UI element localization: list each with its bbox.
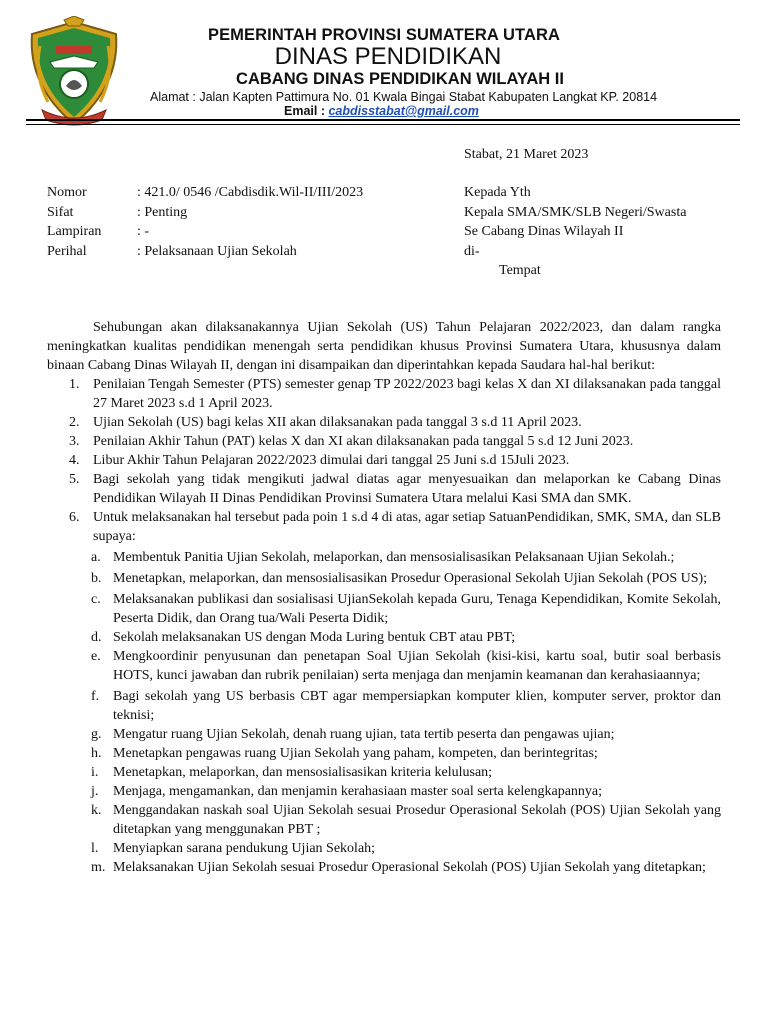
sub-list-letter: a.	[91, 550, 101, 565]
letter-body	[47, 318, 721, 877]
sub-list-item	[47, 858, 721, 877]
list-number: 1.	[69, 377, 80, 392]
sub-instruction-list	[47, 548, 721, 877]
list-number: 6.	[69, 510, 80, 525]
meta-label-perihal: Perihal	[47, 244, 87, 259]
sub-list-item	[47, 839, 721, 858]
list-text: Libur Akhir Tahun Pelajaran 2022/2023 dimulai dari tanggal 25 Juni s.d 15Juli 2023.	[93, 453, 570, 468]
letter-date: Stabat, 21 Maret 2023	[464, 147, 589, 162]
intro-paragraph: Sehubungan akan dilaksanakannya Ujian Sekolah (US) Tahun Pelajaran 2022/2023, dan dalam rangka meningkatkan kualitas pendidikan menengah serta pendidikan khusus Provinsi Sumatera Utara, khususnya dalam binaan Cabang Dinas Wilayah II, dengan ini disampaikan dan diperintahkan kepada Saudara hal-hal berikut:	[47, 320, 721, 373]
sub-list-item	[47, 548, 721, 567]
meta-label-sifat: Sifat	[47, 205, 74, 220]
sub-list-letter: m.	[91, 860, 106, 875]
list-number: 3.	[69, 434, 80, 449]
sub-list-text: Menetapkan, melaporkan, dan mensosialisasikan kriteria kelulusan;	[113, 765, 493, 780]
letterhead-government-title: PEMERINTAH PROVINSI SUMATERA UTARA	[207, 26, 561, 44]
list-number: 2.	[69, 415, 80, 430]
sub-list-letter: e.	[91, 649, 101, 664]
meta-label-lampiran: Lampiran	[47, 224, 102, 239]
sub-list-letter: c.	[91, 592, 101, 607]
sub-list-item	[47, 801, 721, 839]
sub-list-letter: j.	[91, 784, 99, 799]
sub-list-item	[47, 782, 721, 801]
sub-list-item	[47, 647, 721, 685]
sub-list-letter: g.	[91, 727, 102, 742]
list-text: Untuk melaksanakan hal tersebut pada poin 1 s.d 4 di atas, agar setiap SatuanPendidikan, SMK, SMA, dan SLB supaya:	[93, 510, 721, 544]
sub-list-text: Melaksanakan publikasi dan sosialisasi UjianSekolah kepada Guru, Tenaga Kependidikan, Komite Sekolah, Peserta Didik, dan Orang tua/Wali Peserta Didik;	[113, 592, 721, 626]
recipient-line-3: Se Cabang Dinas Wilayah II	[464, 224, 624, 239]
recipient-line-1: Kepada Yth	[464, 185, 531, 200]
sub-list-item	[47, 590, 721, 628]
sub-list-item	[47, 687, 721, 725]
sub-list-text: Bagi sekolah yang US berbasis CBT agar mempersiapkan komputer klien, komputer server, proktor dan teknisi;	[113, 689, 721, 723]
sub-list-text: Menjaga, mengamankan, dan menjamin kerahasiaan master soal serta kelengkapannya;	[113, 784, 603, 799]
sub-list-letter: f.	[91, 689, 100, 704]
sub-list-letter: h.	[91, 746, 102, 761]
meta-value-lampiran: : -	[137, 224, 150, 239]
list-item	[47, 451, 721, 470]
sub-list-text: Menetapkan pengawas ruang Ujian Sekolah yang paham, kompeten, dan berintegritas;	[113, 746, 598, 761]
list-number: 4.	[69, 453, 80, 468]
list-item	[47, 470, 721, 508]
meta-value-perihal: : Pelaksanaan Ujian Sekolah	[137, 244, 297, 259]
sub-list-letter: d.	[91, 630, 102, 645]
letterhead-email-line	[284, 104, 479, 118]
sub-list-text: Membentuk Panitia Ujian Sekolah, melaporkan, dan mensosialisasikan Pelaksanaan Ujian Sekolah.;	[113, 550, 675, 565]
letterhead-rule-thick	[26, 119, 740, 121]
list-text: Penilaian Tengah Semester (PTS) semester genap TP 2022/2023 bagi kelas X dan XI dilaksanakan pada tanggal 27 Maret 2023 s.d 1 April 2023.	[93, 377, 721, 411]
meta-value-nomor: : 421.0/ 0546 /Cabdisdik.Wil-II/III/2023	[137, 185, 364, 200]
list-number: 5.	[69, 472, 80, 487]
sub-list-text: Sekolah melaksanakan US dengan Moda Luring bentuk CBT atau PBT;	[113, 630, 516, 645]
email-link[interactable]: cabdisstabat@gmail.com	[328, 104, 479, 118]
letterhead-agency-title: DINAS PENDIDIKAN	[274, 43, 502, 70]
sub-list-letter: l.	[91, 841, 99, 856]
recipient-line-5: Tempat	[499, 263, 541, 278]
sub-list-text: Melaksanakan Ujian Sekolah sesuai Prosedur Operasional Sekolah (POS) Ujian Sekolah yang ditetapkan;	[113, 860, 706, 875]
meta-value-sifat: : Penting	[137, 205, 188, 220]
sub-list-item	[47, 763, 721, 782]
letterhead-address: Alamat : Jalan Kapten Pattimura No. 01 Kwala Bingai Stabat Kabupaten Langkat KP. 20814	[150, 90, 658, 104]
sub-list-text: Mengkoordinir penyusunan dan penetapan Soal Ujian Sekolah (kisi-kisi, kartu soal, butir soal berbasis HOTS, kunci jawaban dan rubrik penilaian) serta menjaga dan menjamin keamanan dan kerahasiaannya;	[113, 649, 721, 683]
sub-list-item	[47, 628, 721, 647]
sub-list-item	[47, 569, 721, 588]
list-item	[47, 508, 721, 546]
email-label: Email :	[284, 104, 329, 118]
sub-list-text: Menyiapkan sarana pendukung Ujian Sekolah;	[113, 841, 376, 856]
list-item	[47, 432, 721, 451]
sub-list-item	[47, 725, 721, 744]
sub-list-letter: b.	[91, 571, 102, 586]
letterhead-branch-title: CABANG DINAS PENDIDIKAN WILAYAH II	[236, 70, 564, 88]
letterhead-rule-thin	[26, 124, 740, 125]
sub-list-letter: i.	[91, 765, 99, 780]
sub-list-letter: k.	[91, 803, 102, 818]
sub-list-text: Mengatur ruang Ujian Sekolah, denah ruang ujian, tata tertib peserta dan pengawas ujian;	[113, 727, 615, 742]
list-text: Ujian Sekolah (US) bagi kelas XII akan dilaksanakan pada tanggal 3 s.d 11 April 2023.	[93, 415, 582, 430]
sub-list-text: Menggandakan naskah soal Ujian Sekolah sesuai Prosedur Operasional Sekolah (POS) Ujian Sekolah yang ditetapkan yang menggunakan PBT ;	[113, 803, 721, 837]
meta-label-nomor: Nomor	[47, 185, 87, 200]
instruction-list	[47, 375, 721, 546]
sub-list-item	[47, 744, 721, 763]
list-text: Penilaian Akhir Tahun (PAT) kelas X dan XI akan dilaksanakan pada tanggal 5 s.d 12 Juni 2023.	[93, 434, 634, 449]
list-item	[47, 413, 721, 432]
list-item	[47, 375, 721, 413]
recipient-line-2: Kepala SMA/SMK/SLB Negeri/Swasta	[464, 205, 687, 220]
sub-list-text: Menetapkan, melaporkan, dan mensosialisasikan Prosedur Operasional Sekolah Ujian Sekolah (POS US);	[113, 571, 708, 586]
list-text: Bagi sekolah yang tidak mengikuti jadwal diatas agar menyesuaikan dan melaporkan ke Cabang Dinas Pendidikan Wilayah II Dinas Pendidikan Provinsi Sumatera Utara melalui Kasi SMA dan SMK.	[93, 472, 721, 506]
recipient-line-4: di-	[464, 244, 480, 259]
